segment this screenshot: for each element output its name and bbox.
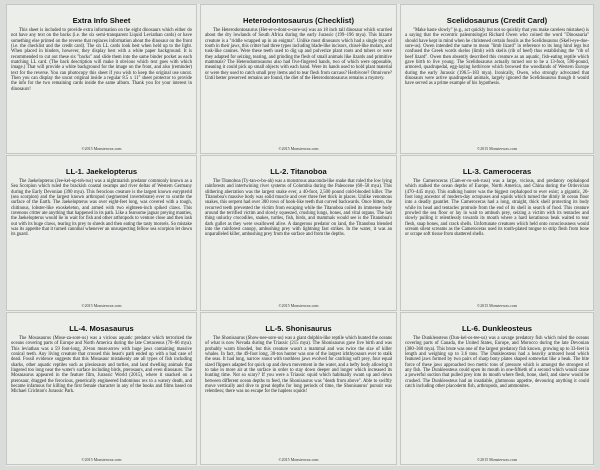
card-title: Heterodontosaurus (Checklist): [243, 16, 354, 25]
card-copyright: ©2015 Monsterwax.com: [81, 146, 122, 151]
card-heterodontosaurus: [200, 4, 397, 154]
card-body: The Mosasaurus (Mose-za-sore-us) was a vicious aquatic predator which terrorized the oceans covering parts of Europe and North America during the late Cretaceous (70–66 mya). This leviathan was a 59 foot-long, 20-ton meat-arrow with huge jaws containing massive conical teeth. Any living creature that crossed this beast's path ended up with a bad case of dead. Fossil evidence suggests that this Mosasaur mistakenly ate all types of fish including sharks, other aquatic reptiles such as plesiosaurs and turtles, and land dwelling animals that lingered too long near the water's surface including birds, pterosaurs, and even dinosaurs. The Mosasaurus appeared in the feature film, Jurassic World (2015), where it snacked on a pterosaur, dragged the ferocious, genetically engineered Indominus rex to a watery death, and became infamous for killing the first female character in any of the books and films based on Michael Crichton's Jurassic Park.: [11, 336, 192, 395]
card-body: "Make haste slowly" (e.g., act quickly but not so quickly that you make careless mistakes) is a saying that the eccentric paleontologist Richard Owen who coined the word "Dinosauria" should have kept in mind when he christened certain fossils as the Scelidosaurus (Skell-eye-doe-sore-us). Owen intended the name to mean "limb lizard" in reference to its long hind legs but confused the Greek words skelos (limb) with skelis (rib of beef) thus establishing the "rib of beef lizard". Owen then absently described this creature as an aquatic, fish-eating reptile which gave birth to live young. The Scelidosaurus actually turned out to be a 13-foot, 590-pound, armored, quadrupedal, egg-laying herbivore which browsed the woodlands of Western Europe during the early Jurassic (196.5–183 mya). Ironically, Owen, who strongly advocated that dinosaurs were active quadrupedal animals, largely ignored the Scelidosaurus though it would have served as a prime example of his hypothesis.: [405, 28, 589, 87]
card-title: LL-5. Shonisaurus: [265, 324, 332, 333]
card-body: The Jaekelopterus (Jee-kel-op-teh-rus) was a nightmarish predator commonly known as a Sea Scorpion which ruled the brackish coastal swamps and river deltas of Western Germany during the Early Devonian (390 mya). This ferocious creature is the largest known eurypterid (sea scorpion) and the largest known arthropod (segmented invertebrate) ever to scuttle the surface of the Earth. The Jaekelopterus was over eight-feet long, was covered with a tough, chitinous, lobster-like exoskeleton, and armed with two eighteen-inch spiked claws. This ravenous critter ate anything that happened in its path. Like a fearsome jaguar preying manties, the Jaekelopterus would lie in wait for fish and other arthropods to venture close and then lash out with its huge claws, tearing its prey to shreds and then eating the tasty morsels. So mistake was its appetite that it turned cannibal whenever an unsuspecting fellow sea scorpion let down its guard.: [11, 179, 192, 238]
card-copyright: ©2015 Monsterwax.com: [477, 303, 517, 308]
card-jaekelopterus: [6, 155, 197, 311]
card-body: The Heterodontosaurus (Het-er-o-dont-o-sore-us) was an 18 inch tall dinosaur which scurried about the dry lowlands of South Africa during the early Jurassic (199–196 mya). This bizarre creature is a "riddle wrapped up in an enigma". Unlike most dinosaurs which had a single type of tooth in their jaws, this critter had three types including blade-like incisors, chisel-like molars, and tusk-like canines. Were these teeth used to dig up and pulverize plant roots and tubers or were they adapted for seizing, tearing, and grinding the flesh of small animals like lizards and primitive mammals? The Heterodontosaurus also had five-fingered hands, two of which were opposable, meaning it could pick up small objects with each hand. Were its hands used to hold plant material or were they used to catch small prey items and to tear flesh from carcass? Herbivore? Omnivore? Until better preserved remains are found, the diet of the Heterodontosaurus remains a mystery.: [205, 28, 392, 82]
card-title: LL-4. Mosasaurus: [69, 324, 134, 333]
card-dunkleosteus: [400, 312, 594, 465]
card-title: LL-3. Cameroceras: [462, 167, 532, 176]
card-body: The Dunkleosteus (Dun-kel-os-tee-us) was a savage predatory fish which ruled the oceans covering parts of Canada, the United States, Europe, and Morocco during the late Devonian (380–360 mya). This brute was one of the largest predatory fish known, growing up to 33-feet in length and weighing up to 3.6 tons. The Dunkleosteus had a heavily armored head which featured jaws formed by two pairs of sharp bony plates shaped somewhat like a beak. The bite force of these jaws approached two metric tons of pressure which is amongst the strongest of any fish. The Dunkleosteus could open its mouth in one-fiftieth of a second which would cause a powerful suction that pulled prey into its mouth where flesh, bone, shell, and sinew would be crushed. The Dunkleosteus had an insatiable, gluttonous appetite, devouring anything it could catch including other placoderm fish, arthropods, and ammonites.: [405, 336, 589, 390]
card-title: LL-1. Jaekelopterus: [65, 167, 138, 176]
card-copyright: ©2015 Monsterwax.com: [81, 303, 122, 308]
card-cameroceras: [400, 155, 594, 311]
card-body: The Cameroceras (Cam-er-ro-seh-russ) was a large, vicious, and predatory cephalopod which stalked the ocean depths of Europe, North America, and China during the Ordovician (470–445 mya). This stalking hunter was the biggest cephalopod to ever exist; a gigantic, 20-foot long ancestor of modern-day octopuses and squids which turned the dimly lit ocean floor into a deadly gauntlet. The Cameroceras had a long, straight, thick shell protecting its body while its head and tentacles protrude from the end of its shell in search of food. This creature prowled the sea floor or lay in wait to ambush prey, seizing a victim with its tentacles and slowly pulling it relentlessly towards its mouth where a hard keratinous beak waited to tear flesh, snap bones, and crack shells. Unfortunate creatures which held onto consciousness would scream silent screams as the Cameroceras used its tooth-plated tongue to strip flesh from bone or scrape soft tissue from shattered shells.: [405, 179, 589, 238]
card-copyright: ©2015 Monsterwax.com: [278, 457, 319, 462]
card-title: Scelidosaurus (Credit Card): [446, 16, 548, 25]
card-title: LL-2. Titanoboa: [270, 167, 327, 176]
card-title: LL-6. Dunkleosteus: [461, 324, 533, 333]
card-titanoboa: [200, 155, 397, 311]
card-body: The Shonisaurus (Show-nee-sore-us) was a giant dolphin-like reptile which hunted the oceans of what is now Nevada during the Triassic (215 mya). The Shonisaurus gave live birth and was probably warm blooded, but this creature wasn't a mammal and was twice the size of killer whales. In fact, the 49-foot long, 30-ton hunter was one of the largest ichthyosaurs ever to stalk the seas. It had long, narrow snout with toothless jaws evolved for catching soft prey, four equal sized flippers adapted for quick up and down movement in the water, and a hefty body allowing it to take in more air at the surface in order to stay down deeper and longer which increased its hunting time. Not so scary? If you were a Triassic squid which habitually swam up and down between different ocean depths to feed, the Shonisaurus was "death from above". Able to swiftly move vertically and dive to great depths for long periods of time, the Shonisaurus' pursuit was relentless; there was no escape for the hapless squids!: [205, 336, 392, 395]
card-mosasaurus: [6, 312, 197, 465]
card-body: The Titanoboa (Ty-tan-o-bo-ah) was a monstrous anaconda-like snake that ruled the low lying rainforests and intertwining river systems of Colombia during the Paleocene (60–58 mya). This slithering aberration was the largest snake ever, a 40-foot, 2,500 pound cold-blooded killer. The Titanoboa's massive body was solid muscle and over three feet thick in places. Unlike venomous snakes, this serpent had over 300 rows of hook-like teeth that curved backwards. Once bitten, the recurved teeth prevented the victim from escaping while the Titanoboa coiled its immense body around the terrified victim and slowly squeezed, crushing lungs, bones, and vital organs. The last thing unlucky crocodiles, snakes, turtles, fish, birds, and mammals would see is the Titanoboa's dark gullet as they were swallowed alive. A dangerous predator on land, the Titanoboa blended into the rainforest canopy, ambushing prey with lightning fast strikes. In the water, it was an unparalleled killer, ambushing prey from the surface and from the depths.: [205, 179, 392, 238]
card-copyright: ©2015 Monsterwax.com: [81, 457, 122, 462]
card-title: Extra Info Sheet: [72, 16, 131, 25]
card-copyright: ©2015 Monsterwax.com: [278, 303, 319, 308]
card-copyright: ©2015 Monsterwax.com: [477, 146, 517, 151]
info-sheet: [6, 4, 594, 466]
card-body: This sheet is included to provide extra information on the eight dinosaurs which either do not have any text on the backs (i.e. the six semi-transparent Liquid Leviathan cards) or have something else printed on the reverse that replaces information about the dinosaur on the front (i.e. the checklist and the credit card). The six LL cards look best when held up to the light. When placed in binders, however, they display best with a white paper background. It is recommended to cut out these six "backs" and slide them into the same binder pocket as each matching LL card. (The back description will make it obvious which text goes with which image.) That will provide a white background for the image on the front, and also (reminder) text for the reverse. You can photocopy this sheet if you wish to keep the original use uncut. Then you can display the uncut original inside a regular 8.5 x 11" sheet protector to provide the info for the two remaining cards inside the same album. Thank you for your interest in dinosaurs!: [11, 28, 192, 92]
card-extra-info: [6, 4, 197, 154]
card-scelidosaurus: [400, 4, 594, 154]
card-copyright: ©2015 Monsterwax.com: [477, 457, 517, 462]
card-copyright: ©2015 Monsterwax.com: [278, 146, 319, 151]
card-shonisaurus: [200, 312, 397, 465]
